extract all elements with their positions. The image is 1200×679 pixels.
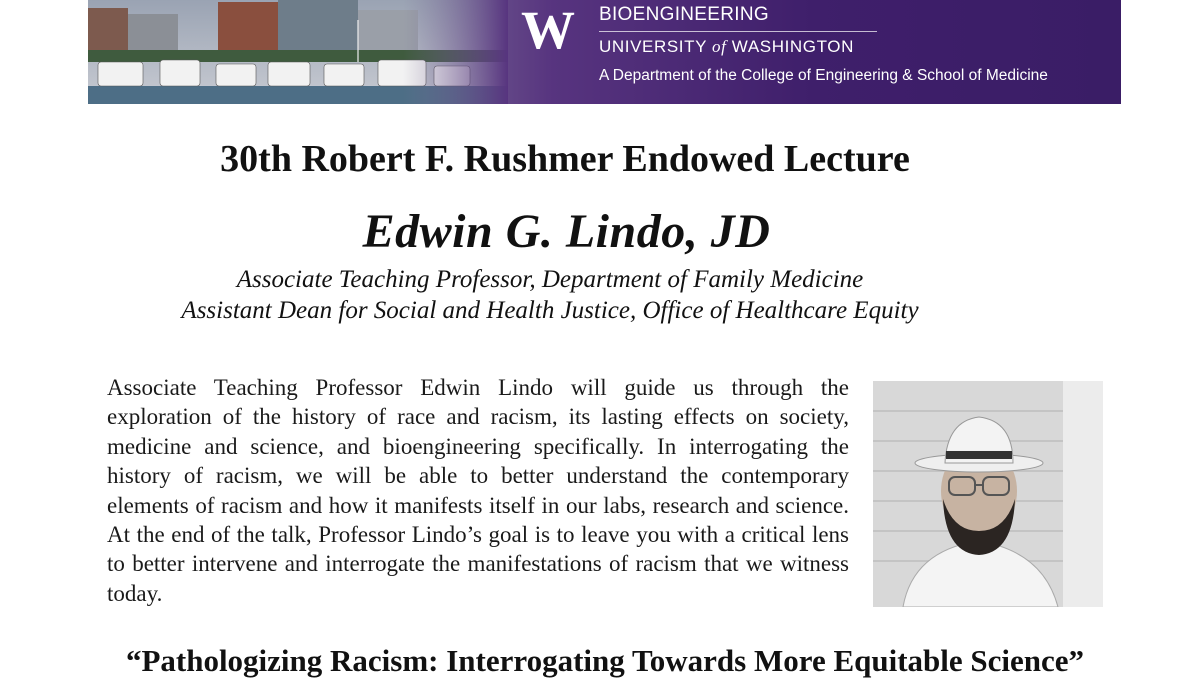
banner-divider bbox=[599, 31, 877, 32]
speaker-portrait bbox=[873, 381, 1103, 607]
speaker-name: Edwin G. Lindo, JD bbox=[362, 205, 771, 258]
lecture-abstract: Associate Teaching Professor Edwin Lindo will guide us through the exploration of the history of race and racism, its lasting effects on society, medicine and science, and bioengineering specifically. In interrogating the history of racism, we will be able to better understand the contemporary elements of racism and how it manifests itself in our labs, research and science. At the end of the talk, Professor Lindo’s goal is to leave you with a critical lens to better intervene and interrogate the manifestations of racism that we witness today. bbox=[107, 375, 849, 606]
university-of: of bbox=[712, 37, 727, 56]
university-prefix: UNIVERSITY bbox=[599, 37, 713, 56]
portrait-photo bbox=[873, 381, 1103, 607]
department-tagline: A Department of the College of Engineering & School of Medicine bbox=[599, 67, 1048, 84]
header-banner bbox=[88, 0, 1121, 104]
harbor-photo bbox=[88, 0, 508, 104]
speaker-role-2: Assistant Dean for Social and Health Justice, Office of Healthcare Equity bbox=[181, 297, 919, 324]
university-name bbox=[599, 36, 1048, 58]
university-suffix: WASHINGTON bbox=[726, 37, 854, 56]
department-name: BIOENGINEERING bbox=[599, 4, 769, 25]
uw-w-logo bbox=[512, 4, 584, 54]
banner-text bbox=[599, 2, 1048, 87]
talk-title: “Pathologizing Racism: Interrogating Towards More Equitable Science” bbox=[125, 643, 1085, 678]
logo-letter: W bbox=[521, 4, 575, 54]
speaker-role-1: Associate Teaching Professor, Department of Family Medicine bbox=[236, 266, 864, 293]
lecture-title: 30th Robert F. Rushmer Endowed Lecture bbox=[220, 138, 910, 180]
